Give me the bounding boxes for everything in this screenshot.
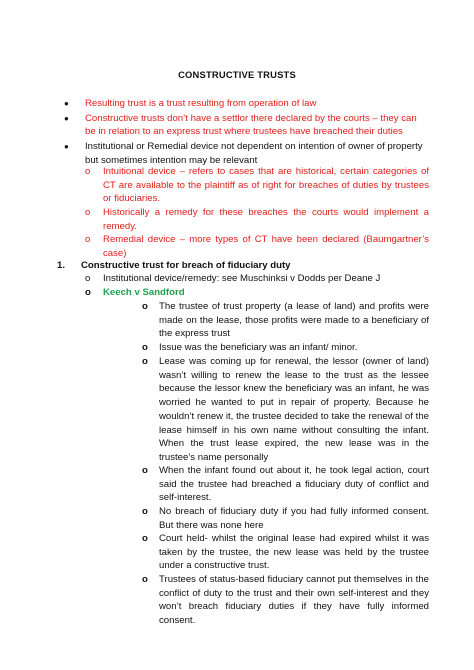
institutional-sub-2 <box>85 206 429 233</box>
section-number: 1. <box>57 260 66 271</box>
constructive-trusts-text: Constructive trusts don’t have a settlor there declared by the courts – they can be in relation to an express trust where trustees have breached their duties <box>85 112 417 138</box>
case-point-text: Lease was coming up for renewal, the lessor (owner of land) wasn’t willing to renew the lease to the trust as the lessee because the lessor knew the beneficiary was an infant, he was worried he wanted to put in repair of property. Because he wouldn’t renew it, the trustee decided to take the renewal of the lease himself in his own name without consulting the infant. When the trust lease expired, the new lease was in the trustee’s name personally <box>159 356 429 463</box>
case-point-7 <box>142 573 429 628</box>
case-point-text: Court held- whilst the original lease had expired whilst it was taken by the trustee, the new lease was held by the trustee under a constructive trust. <box>159 533 429 572</box>
historically-remedy-text: Historically a remedy for these breaches the courts would implement a remedy. <box>103 207 429 232</box>
bullet-marker: ● <box>64 99 69 108</box>
case-point-4 <box>142 464 429 505</box>
circle-marker: o <box>142 356 148 367</box>
section-heading <box>57 259 291 273</box>
institutional-remedy-text: Institutional device/remedy: see Muschinksi v Dodds per Deane J <box>103 273 381 284</box>
circle-marker: o <box>142 465 148 476</box>
list-item <box>0 140 474 167</box>
circle-marker: o <box>85 207 91 218</box>
bullet-marker: ● <box>64 113 69 123</box>
circle-marker: o <box>142 506 148 517</box>
resulting-trust-text: Resulting trust is a trust resulting from operation of law <box>85 98 317 109</box>
institutional-sub-1 <box>85 165 429 206</box>
list-item <box>0 112 474 139</box>
case-point-1 <box>142 300 429 341</box>
institutional-bullet-list <box>0 140 474 167</box>
bullet-marker: ● <box>64 142 69 151</box>
case-point-text: Issue was the beneficiary was an infant/ minor. <box>159 342 358 353</box>
case-point-text: The trustee of trust property (a lease of land) and profits were made on the lease, those profits were made to a beneficiary of the express trust <box>159 301 429 340</box>
intro-bullet-list <box>0 97 474 139</box>
case-point-2 <box>142 341 429 355</box>
case-point-3 <box>142 355 429 465</box>
document-title: CONSTRUCTIVE TRUSTS <box>178 69 296 80</box>
case-point-text: When the infant found out about it, he took legal action, court said the trustee had breached a fiduciary duty of conflict and self-interest. <box>159 465 429 504</box>
intuitional-device-text: Intuitional device – refers to cases that are historical, certain categories of CT are available to the plaintiff as of right for breaches of duties by trustees or fiduciaries. <box>103 166 429 205</box>
remedial-device-text: Remedial device – more types of CT have been declared (Baumgartner’s case) <box>103 234 429 259</box>
circle-marker: o <box>85 166 91 177</box>
circle-marker: o <box>142 574 148 585</box>
circle-marker: o <box>85 287 91 298</box>
circle-marker: o <box>142 301 148 312</box>
circle-marker: o <box>85 234 91 245</box>
list-item <box>0 97 474 111</box>
institutional-text: Institutional or Remedial device not dependent on intention of owner of property but sometimes intention may be relevant <box>85 141 423 166</box>
circle-marker: o <box>142 533 148 544</box>
institutional-sub-3 <box>85 233 429 260</box>
circle-marker: o <box>142 342 148 353</box>
case-point-text: Trustees of status-based fiduciary cannot put themselves in the conflict of duty to the trust and their own self-interest and they won’t breach fiduciary duties if they have fully informed consent. <box>159 574 429 627</box>
institutional-remedy-item <box>85 272 429 286</box>
case-point-5 <box>142 505 429 532</box>
case-point-text: No breach of fiduciary duty if you had fully informed consent. But there was none here <box>159 506 429 531</box>
circle-marker: o <box>85 273 91 284</box>
case-item <box>85 286 429 300</box>
case-point-6 <box>142 532 429 573</box>
section-heading-text: Constructive trust for breach of fiduciary duty <box>81 260 291 271</box>
case-name: Keech v Sandford <box>103 287 185 298</box>
